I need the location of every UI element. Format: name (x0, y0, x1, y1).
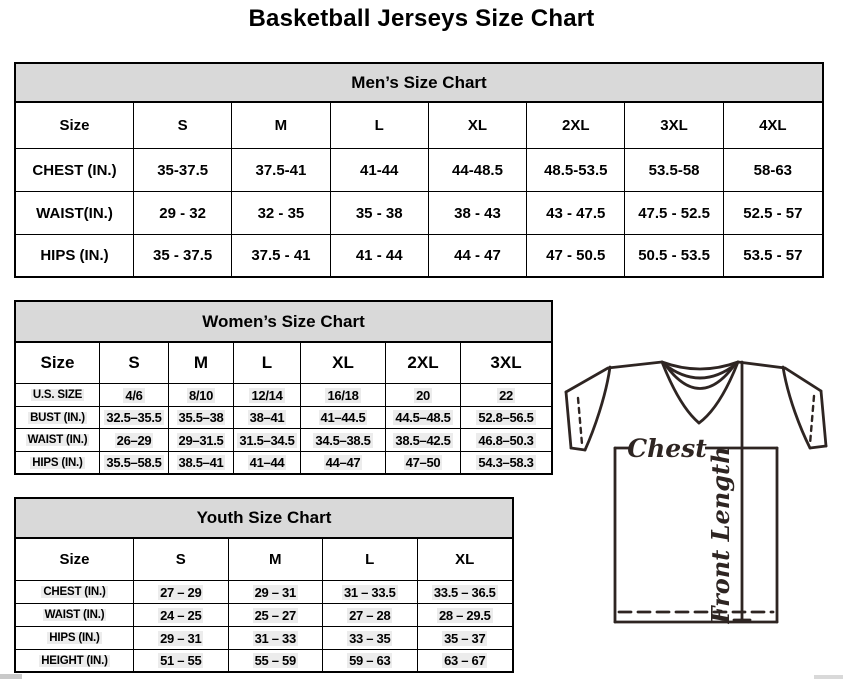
column-header: L (331, 103, 429, 149)
jersey-left-cuff-dashed-line (578, 398, 582, 444)
table-cell: 59 – 63 (323, 650, 418, 671)
table-cell: 22 (461, 384, 551, 407)
table-cell: 58-63 (724, 149, 822, 192)
jersey-right-sleeve-outer (821, 391, 826, 446)
table-cell: 16/18 (301, 384, 386, 407)
chest-label: Chest (627, 434, 707, 463)
table-cell: 47–50 (386, 452, 461, 473)
column-header: Size (16, 103, 134, 149)
table-cell: 31 – 33 (229, 627, 324, 650)
youth-table-title: Youth Size Chart (16, 499, 512, 539)
table-cell: 28 – 29.5 (418, 604, 513, 627)
table-cell: 48.5-53.5 (527, 149, 625, 192)
jersey-right-sleeve-underside (810, 446, 826, 448)
table-cell: 35-37.5 (134, 149, 232, 192)
jersey-collar-arc-1 (662, 362, 738, 369)
column-header: XL (301, 343, 386, 384)
table-cell: 37.5-41 (232, 149, 330, 192)
row-label: HIPS (IN.) (16, 452, 100, 473)
table-cell: 54.3–58.3 (478, 455, 534, 470)
jersey-right-cuff-dashed-line (810, 396, 814, 444)
table-cell: 43 - 47.5 (527, 192, 625, 235)
table-cell: 41–44 (234, 452, 301, 473)
table-cell: 50.5 - 53.5 (625, 235, 723, 276)
column-header: 3XL (625, 103, 723, 149)
table-cell: 44–47 (301, 452, 386, 473)
table-cell: 41-44 (331, 149, 429, 192)
row-label: HIPS (IN.) (16, 627, 134, 650)
table-cell: 33 – 35 (323, 627, 418, 650)
column-header: XL (418, 539, 513, 581)
table-cell: 25 – 27 (229, 604, 324, 627)
jersey-right-shoulder (738, 362, 821, 391)
mens-table-grid (16, 103, 822, 276)
table-cell: 26–29 (100, 429, 169, 452)
table-cell: 24 – 25 (134, 604, 229, 627)
horizontal-scrollbar-thumb-right[interactable] (814, 675, 843, 679)
column-header: S (100, 343, 169, 384)
column-header: Size (16, 343, 100, 384)
table-cell: 37.5 - 41 (232, 235, 330, 276)
table-cell: 8/10 (169, 384, 234, 407)
row-label: HIPS (IN.) (16, 235, 134, 276)
row-label: BUST (IN.) (16, 407, 100, 429)
front-length-label: Front Length (706, 446, 735, 624)
table-cell: 53.5 - 57 (743, 247, 803, 264)
table-cell: 51 – 55 (134, 650, 229, 671)
table-cell: 52.5 - 57 (724, 192, 822, 235)
column-header: S (134, 103, 232, 149)
column-header: M (229, 539, 324, 581)
table-cell: 41 - 44 (331, 235, 429, 276)
row-label: WAIST(IN.) (16, 192, 134, 235)
jersey-left-sleeve-underside (571, 448, 585, 450)
womens-table-title: Women’s Size Chart (16, 302, 551, 343)
column-header: L (234, 343, 301, 384)
table-cell: 35 - 37.5 (134, 235, 232, 276)
table-cell: 63 – 67 (444, 653, 486, 668)
jersey-collar-v-left (662, 362, 699, 423)
table-cell: 31 – 33.5 (323, 581, 418, 604)
table-cell: 38 - 43 (429, 192, 527, 235)
mens-table-title: Men’s Size Chart (16, 64, 822, 103)
table-cell: 47 - 50.5 (527, 235, 625, 276)
table-cell: 35.5–58.5 (100, 452, 169, 473)
column-header: XL (429, 103, 527, 149)
mens-size-chart-table (14, 62, 824, 278)
row-label: WAIST (IN.) (16, 604, 134, 627)
table-cell: 52.8–56.5 (461, 407, 551, 429)
column-header: 2XL (527, 103, 625, 149)
table-cell: 35 – 37 (418, 627, 513, 650)
jersey-measurement-diagram (558, 358, 843, 670)
table-cell: 41–44.5 (301, 407, 386, 429)
column-header: Size (16, 539, 134, 581)
jersey-right-armhole (783, 367, 810, 448)
table-cell: 34.5–38.5 (301, 429, 386, 452)
table-cell: 12/14 (234, 384, 301, 407)
page-title: Basketball Jerseys Size Chart (248, 5, 595, 32)
table-cell: 44-48.5 (429, 149, 527, 192)
table-cell: 35 - 38 (331, 192, 429, 235)
column-header: L (323, 539, 418, 581)
row-label: CHEST (IN.) (16, 581, 134, 604)
column-header: M (232, 103, 330, 149)
table-cell: 55 – 59 (229, 650, 324, 671)
womens-table-grid (16, 343, 551, 473)
table-cell: 53.5-58 (625, 149, 723, 192)
table-cell: 20 (386, 384, 461, 407)
row-label: U.S. SIZE (16, 384, 100, 407)
row-label: CHEST (IN.) (16, 149, 134, 192)
table-cell: 32 - 35 (232, 192, 330, 235)
table-cell: 46.8–50.3 (461, 429, 551, 452)
youth-size-chart-table (14, 497, 514, 673)
table-cell: 44.5–48.5 (386, 407, 461, 429)
column-header: 2XL (386, 343, 461, 384)
table-cell: 29 - 32 (134, 192, 232, 235)
column-header: 4XL (724, 103, 822, 149)
table-cell: 38.5–41 (169, 452, 234, 473)
horizontal-scrollbar-thumb-left[interactable] (0, 674, 22, 679)
table-cell: 32.5–35.5 (100, 407, 169, 429)
table-cell: 38–41 (234, 407, 301, 429)
table-cell: 31.5–34.5 (234, 429, 301, 452)
youth-table-grid (16, 539, 512, 671)
table-cell: 38.5–42.5 (386, 429, 461, 452)
jersey-left-sleeve-outer (566, 392, 571, 448)
table-cell: 27 – 29 (134, 581, 229, 604)
table-cell: 29 – 31 (134, 627, 229, 650)
table-cell: 29 – 31 (229, 581, 324, 604)
table-cell: 35.5–38 (169, 407, 234, 429)
row-label: WAIST (IN.) (16, 429, 100, 452)
row-label: HEIGHT (IN.) (16, 650, 134, 671)
column-header: 3XL (461, 343, 551, 384)
table-cell: 27 – 28 (323, 604, 418, 627)
column-header: M (169, 343, 234, 384)
table-cell: 44 - 47 (429, 235, 527, 276)
column-header: S (134, 539, 229, 581)
table-cell: 29–31.5 (169, 429, 234, 452)
jersey-collar-v-right (699, 362, 738, 423)
table-cell: 47.5 - 52.5 (625, 192, 723, 235)
table-cell: 4/6 (100, 384, 169, 407)
jersey-left-shoulder (566, 362, 662, 392)
table-cell: 33.5 – 36.5 (418, 581, 513, 604)
womens-size-chart-table (14, 300, 553, 475)
